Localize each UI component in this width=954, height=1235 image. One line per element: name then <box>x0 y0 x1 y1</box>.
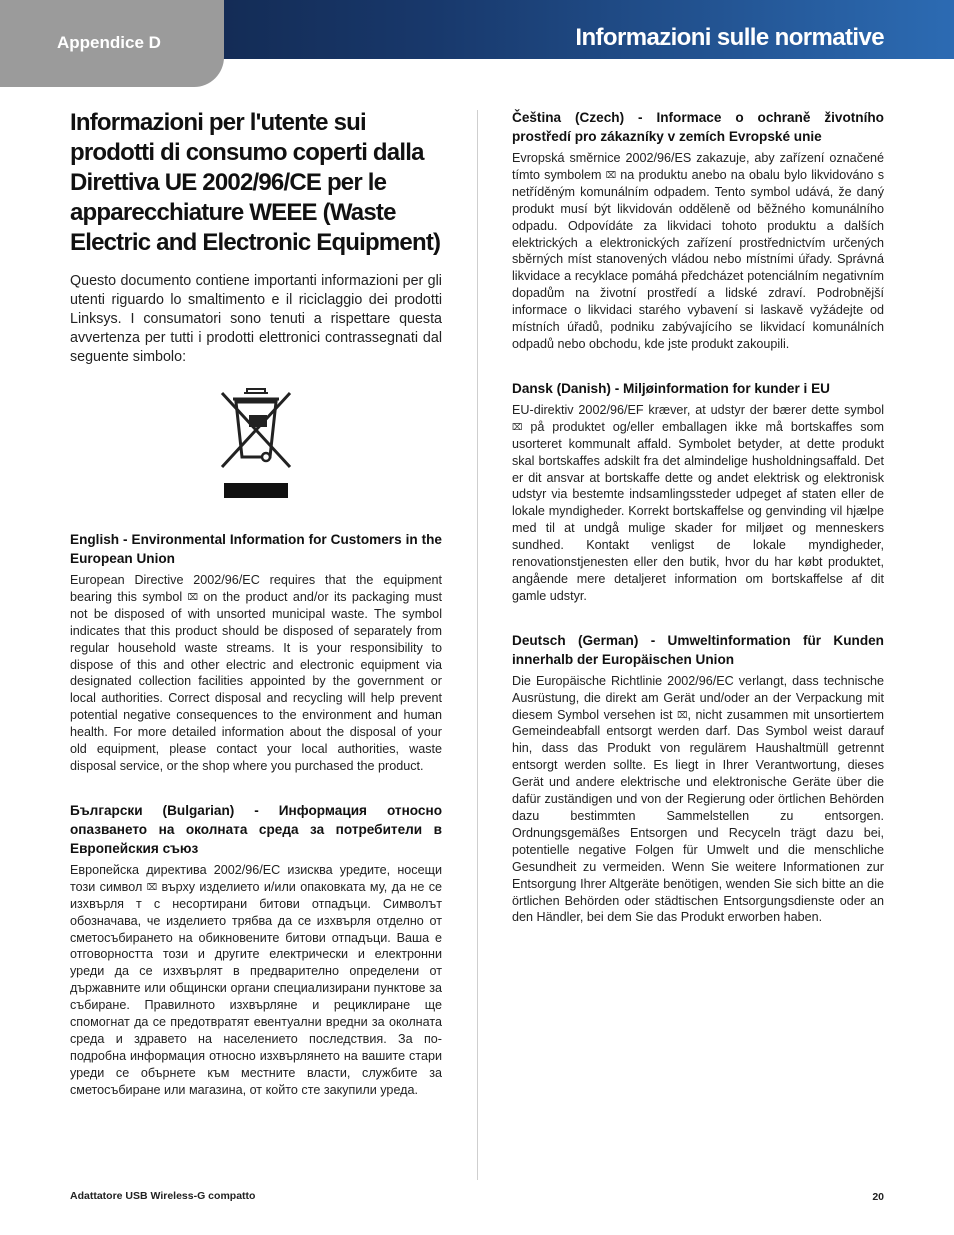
section-czech <box>512 108 884 353</box>
section-body: Evropská směrnice 2002/96/ES zakazuje, aby zařízení označené tímto symbolem ⌧ na produktu anebo na obalu bylo likvidováno s netříděným komunálním odpadem. Tento symbol udává, že daný produkt musí být likvidován odděleně od běžného komunálního odpadu. Odpovídáte za likvidaci tohoto produktu a dalších elektrických a elektronických zařízení prostřednictvím určených sběrných míst stanovených vládou nebo místními úřady. Správná likvidace a recyklace pomáhá předcházet potenciálním negativním dopadům na životní prostředí a lidské zdraví. Podrobnější informace o likvidaci starého vybavení si laskavě vyžádejte od místních úřadů, podniku zabývajícího se likvidací komunálních odpadů nebo obchodu, kde jste produkt zakoupili. <box>512 151 884 351</box>
right-column <box>512 108 884 952</box>
page-header-title: Informazioni sulle normative <box>575 24 884 51</box>
section-heading: Deutsch (German) - Umweltinformation für Kunden innerhalb der Europäischen Union <box>512 632 884 667</box>
weee-mini-icon: ⌧ <box>187 591 198 602</box>
appendix-tab <box>0 0 224 87</box>
left-column <box>70 108 442 1125</box>
section-body: EU-direktiv 2002/96/EF kræver, at udstyr der bærer dette symbol ⌧ på produktet og/eller emballagen ikke må bortskaffes som usorteret kommunalt affald. Symbolet betyder, at dette produkt skal bortskaffes adskilt fra det almindelige husholdningsaffald. Det er dit ansvar at bortskaffe dette og andet elektrisk og elektronisk udstyr via bestemte indsamlingssteder udpeget af staten eller de lokale myndigheder. Korrekt bortskaffelse og genvinding vil hjælpe med til at undgå mulige skader for miljøet og menneskers sundhed. Kontakt venligst de lokale myndigheder, renovationstjenesten eller den butik, hvor du har købt produktet, angående mere detaljeret information om bortskaffelse af dit gamle udstyr. <box>512 402 885 603</box>
footer-product-name: Adattatore USB Wireless-G compatto <box>70 1190 256 1202</box>
weee-mini-icon: ⌧ <box>146 881 158 892</box>
section-heading: Čeština (Czech) - Informace o ochraně životního prostředí pro zákazníky v zemích Evropské unie <box>512 110 884 144</box>
crossed-out-wheeled-bin-icon <box>216 387 296 500</box>
column-divider <box>477 110 478 1180</box>
section-body: Die Europäische Richtlinie 2002/96/EC verlangt, dass technische Ausrüstung, die direkt am Gerät und/oder an der Verpackung mit diesem Symbol versehen ist ⌧, nicht zusammen mit unsortiertem Gemeindeabfall entsorgt werden darf. Das Symbol weist darauf hin, dass das Produkt von regulärem Haushaltmüll getrennt entsorgt werden sollte. Es liegt in Ihrer Verantwortung, dieses Gerät und andere elektrische und elektronische Geräte über die dafür zuständigen und von der Regierung oder örtlichen Behörden dazu bestimmten Sammelstellen zu entsorgen. Ordnungsgemäßes Entsorgen und Recyceln trägt dazu bei, potentielle negative Folgen für Umwelt und die menschliche Gesundheit zu vermeiden. Wenn Sie weitere Informationen zur Entsorgung Ihrer Altgeräte benötigen, wenden Sie sich bitte an die örtlichen Behörden oder städtischen Entsorgungsdienste oder an den Händler, bei dem Sie das Produkt erworben haben. <box>512 673 885 925</box>
footer-page-number: 20 <box>872 1191 884 1203</box>
weee-mini-icon: ⌧ <box>512 421 523 432</box>
section-english <box>70 530 442 775</box>
section-heading: Български (Bulgarian) - Информация относно опазването на околната среда за потребители в Европейския съюз <box>70 802 442 856</box>
main-heading: Informazioni per l'utente sui prodotti di consumo coperti dalla Direttiva UE 2002/96/CE per le apparecchiature WEEE (Waste Electric and Electronic Equipment) <box>70 109 441 256</box>
section-body: Европейска директива 2002/96/EC изисква уредите, носещи този символ ⌧ върху изделието и/или опаковката му, да не се изхвърля т с несортирани битови отпадъци. Символът обозначава, че изделието трябва да се изхвърля отделно от сметосъбирането на обикновените битови отпадъци. Ваша е отговорността този и другите електрически и електронни уреди да се изхвърлят в предварително определени от държавните или общински органи специализирани пунктове за събиране. Правилното изхвърляне и рециклиране ще спомогнат да се предотвратят евентуални вредни за околната среда и здравето на населението последствия. За по-подробна информация относно изхвърлянето на вашите стари уреди се обърнете към местните власти, службите за сметосъбиране или магазина, от който сте закупили уреда. <box>70 862 443 1097</box>
section-bulgarian <box>70 801 442 1099</box>
section-heading: Dansk (Danish) - Miljøinformation for kunder i EU <box>512 380 830 396</box>
appendix-label: Appendice D <box>57 33 161 52</box>
section-body: European Directive 2002/96/EC requires that the equipment bearing this symbol ⌧ on the product and/or its packaging must not be disposed of with unsorted municipal waste. The symbol indicates that this product should be disposed of separately from regular household waste streams. It is your responsibility to dispose of this and other electric and electronic equipment via designated collection facilities appointed by the government or local authorities. Correct disposal and recycling will help prevent potential negative consequences to the environment and human health. For more detailed information about the disposal of your old equipment, please contact your local authorities, waste disposal service, or the shop where you purchased the product. <box>70 573 442 773</box>
section-danish <box>512 379 884 605</box>
intro-paragraph: Questo documento contiene importanti informazioni per gli utenti riguardo lo smaltimento e il riciclaggio dei prodotti Linksys. I consumatori sono tenuti a rispettare questa avvertenza per tutti i prodotti elettronici contrassegnati dal seguente simbolo: <box>70 273 442 365</box>
weee-mini-icon: ⌧ <box>605 169 617 180</box>
section-german <box>512 631 884 927</box>
weee-mini-icon: ⌧ <box>677 709 688 720</box>
section-heading: English - Environmental Information for Customers in the European Union <box>70 532 442 566</box>
